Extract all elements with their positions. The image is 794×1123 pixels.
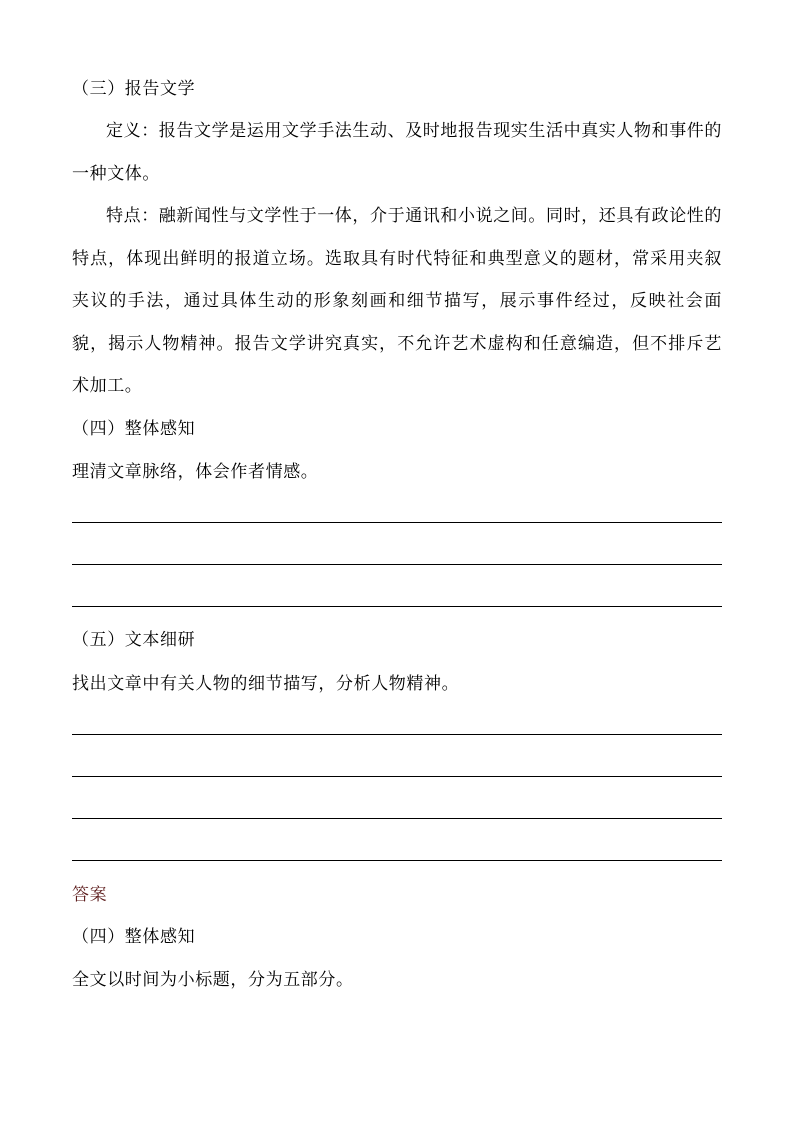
- section-5-heading: （五）文本细研: [72, 630, 196, 650]
- section-3-features: 特点：融新闻性与文学性于一体，介于通讯和小说之间。同时，还具有政论性的特点，体现出鲜明的报道立场。选取具有时代特征和典型意义的题材，常采用夹叙夹议的手法，通过具体生动的形象刻画和细节描写，展示事件经过，反映社会面貌，揭示人物精神。报告文学讲究真实，不允许艺术虚构和任意编造，但不排斥艺术加工。: [72, 206, 722, 397]
- answer-section-4-heading: （四）整体感知: [72, 927, 196, 947]
- answer-text: 全文以时间为小标题，分为五部分。: [72, 970, 354, 990]
- section-4-prompt: 理清文章脉络，体会作者情感。: [72, 462, 319, 482]
- section-3-heading: （三）报告文学: [72, 79, 196, 99]
- answer-line: [72, 818, 722, 819]
- section-5-prompt: 找出文章中有关人物的细节描写，分析人物精神。: [72, 674, 460, 694]
- answer-line: [72, 776, 722, 777]
- answer-line: [72, 522, 722, 523]
- answer-label: 答案: [72, 885, 108, 905]
- answer-line: [72, 564, 722, 565]
- answer-line: [72, 606, 722, 607]
- section-4-heading: （四）整体感知: [72, 419, 196, 439]
- answer-line: [72, 734, 722, 735]
- section-3-definition: 定义：报告文学是运用文学手法生动、及时地报告现实生活中真实人物和事件的一种文体。: [72, 121, 722, 184]
- answer-line: [72, 860, 722, 861]
